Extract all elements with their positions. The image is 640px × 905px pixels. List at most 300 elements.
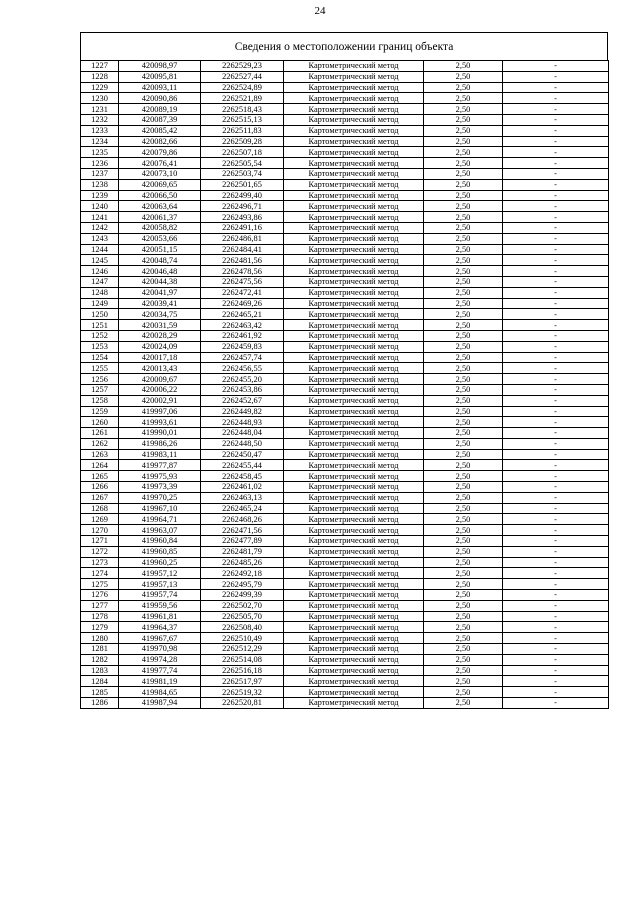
table-row <box>81 546 609 557</box>
point-number-cell: 1282 <box>81 654 119 665</box>
x-coordinate-cell: 420024,09 <box>119 341 201 352</box>
point-number-cell: 1286 <box>81 698 119 709</box>
x-coordinate-cell: 419959,56 <box>119 600 201 611</box>
table-row <box>81 590 609 601</box>
x-coordinate-cell: 420087,39 <box>119 114 201 125</box>
y-coordinate-cell: 2262512,29 <box>201 644 284 655</box>
method-cell: Картометрический метод <box>284 546 424 557</box>
description-cell: - <box>503 428 609 439</box>
table-row <box>81 255 609 266</box>
y-coordinate-cell: 2262491,16 <box>201 222 284 233</box>
point-number-cell: 1253 <box>81 341 119 352</box>
description-cell: - <box>503 266 609 277</box>
description-cell: - <box>503 460 609 471</box>
description-cell: - <box>503 158 609 169</box>
description-cell: - <box>503 698 609 709</box>
x-coordinate-cell: 420061,37 <box>119 212 201 223</box>
x-coordinate-cell: 420095,81 <box>119 71 201 82</box>
x-coordinate-cell: 419957,12 <box>119 568 201 579</box>
table-row <box>81 536 609 547</box>
description-cell: - <box>503 104 609 115</box>
y-coordinate-cell: 2262495,79 <box>201 579 284 590</box>
table-row <box>81 363 609 374</box>
y-coordinate-cell: 2262515,13 <box>201 114 284 125</box>
accuracy-cell: 2,50 <box>424 395 503 406</box>
x-coordinate-cell: 420044,38 <box>119 276 201 287</box>
x-coordinate-cell: 419961,81 <box>119 611 201 622</box>
y-coordinate-cell: 2262509,28 <box>201 136 284 147</box>
y-coordinate-cell: 2262521,89 <box>201 93 284 104</box>
x-coordinate-cell: 419964,37 <box>119 622 201 633</box>
description-cell: - <box>503 611 609 622</box>
description-cell: - <box>503 330 609 341</box>
description-cell: - <box>503 244 609 255</box>
y-coordinate-cell: 2262452,67 <box>201 395 284 406</box>
description-cell: - <box>503 82 609 93</box>
method-cell: Картометрический метод <box>284 428 424 439</box>
accuracy-cell: 2,50 <box>424 158 503 169</box>
accuracy-cell: 2,50 <box>424 644 503 655</box>
point-number-cell: 1242 <box>81 222 119 233</box>
y-coordinate-cell: 2262499,40 <box>201 190 284 201</box>
y-coordinate-cell: 2262469,26 <box>201 298 284 309</box>
method-cell: Картометрический метод <box>284 698 424 709</box>
y-coordinate-cell: 2262485,26 <box>201 557 284 568</box>
description-cell: - <box>503 503 609 514</box>
method-cell: Картометрический метод <box>284 179 424 190</box>
table-row <box>81 93 609 104</box>
description-cell: - <box>503 687 609 698</box>
description-cell: - <box>503 384 609 395</box>
table-row <box>81 600 609 611</box>
accuracy-cell: 2,50 <box>424 622 503 633</box>
table-row <box>81 158 609 169</box>
description-cell: - <box>503 665 609 676</box>
point-number-cell: 1274 <box>81 568 119 579</box>
method-cell: Картометрический метод <box>284 374 424 385</box>
method-cell: Картометрический метод <box>284 255 424 266</box>
point-number-cell: 1232 <box>81 114 119 125</box>
accuracy-cell: 2,50 <box>424 492 503 503</box>
table-row <box>81 179 609 190</box>
method-cell: Картометрический метод <box>284 395 424 406</box>
method-cell: Картометрический метод <box>284 201 424 212</box>
description-cell: - <box>503 406 609 417</box>
description-cell: - <box>503 633 609 644</box>
description-cell: - <box>503 395 609 406</box>
method-cell: Картометрический метод <box>284 190 424 201</box>
y-coordinate-cell: 2262507,18 <box>201 147 284 158</box>
description-cell: - <box>503 654 609 665</box>
accuracy-cell: 2,50 <box>424 579 503 590</box>
table-row <box>81 61 609 72</box>
method-cell: Картометрический метод <box>284 352 424 363</box>
y-coordinate-cell: 2262518,43 <box>201 104 284 115</box>
table-row <box>81 168 609 179</box>
x-coordinate-cell: 420002,91 <box>119 395 201 406</box>
table-row <box>81 406 609 417</box>
description-cell: - <box>503 438 609 449</box>
table-row <box>81 514 609 525</box>
point-number-cell: 1268 <box>81 503 119 514</box>
accuracy-cell: 2,50 <box>424 557 503 568</box>
y-coordinate-cell: 2262461,92 <box>201 330 284 341</box>
y-coordinate-cell: 2262517,97 <box>201 676 284 687</box>
x-coordinate-cell: 420039,41 <box>119 298 201 309</box>
point-number-cell: 1245 <box>81 255 119 266</box>
x-coordinate-cell: 419974,28 <box>119 654 201 665</box>
y-coordinate-cell: 2262472,41 <box>201 287 284 298</box>
y-coordinate-cell: 2262481,79 <box>201 546 284 557</box>
y-coordinate-cell: 2262481,56 <box>201 255 284 266</box>
y-coordinate-cell: 2262468,26 <box>201 514 284 525</box>
x-coordinate-cell: 419987,94 <box>119 698 201 709</box>
x-coordinate-cell: 419960,85 <box>119 546 201 557</box>
description-cell: - <box>503 482 609 493</box>
description-cell: - <box>503 276 609 287</box>
x-coordinate-cell: 420013,43 <box>119 363 201 374</box>
description-cell: - <box>503 449 609 460</box>
description-cell: - <box>503 492 609 503</box>
point-number-cell: 1270 <box>81 525 119 536</box>
description-cell: - <box>503 147 609 158</box>
description-cell: - <box>503 61 609 72</box>
point-number-cell: 1257 <box>81 384 119 395</box>
accuracy-cell: 2,50 <box>424 244 503 255</box>
point-number-cell: 1239 <box>81 190 119 201</box>
description-cell: - <box>503 557 609 568</box>
point-number-cell: 1246 <box>81 266 119 277</box>
y-coordinate-cell: 2262524,89 <box>201 82 284 93</box>
x-coordinate-cell: 420073,10 <box>119 168 201 179</box>
point-number-cell: 1256 <box>81 374 119 385</box>
x-coordinate-cell: 419973,39 <box>119 482 201 493</box>
x-coordinate-cell: 419990,01 <box>119 428 201 439</box>
point-number-cell: 1279 <box>81 622 119 633</box>
x-coordinate-cell: 420009,67 <box>119 374 201 385</box>
accuracy-cell: 2,50 <box>424 125 503 136</box>
y-coordinate-cell: 2262499,39 <box>201 590 284 601</box>
accuracy-cell: 2,50 <box>424 546 503 557</box>
description-cell: - <box>503 471 609 482</box>
y-coordinate-cell: 2262486,81 <box>201 233 284 244</box>
description-cell: - <box>503 579 609 590</box>
description-cell: - <box>503 590 609 601</box>
point-number-cell: 1237 <box>81 168 119 179</box>
point-number-cell: 1251 <box>81 320 119 331</box>
table-row <box>81 341 609 352</box>
point-number-cell: 1252 <box>81 330 119 341</box>
accuracy-cell: 2,50 <box>424 600 503 611</box>
point-number-cell: 1233 <box>81 125 119 136</box>
table-row <box>81 676 609 687</box>
y-coordinate-cell: 2262505,54 <box>201 158 284 169</box>
y-coordinate-cell: 2262527,44 <box>201 71 284 82</box>
description-cell: - <box>503 352 609 363</box>
description-cell: - <box>503 568 609 579</box>
description-cell: - <box>503 93 609 104</box>
table-row <box>81 687 609 698</box>
method-cell: Картометрический метод <box>284 557 424 568</box>
point-number-cell: 1263 <box>81 449 119 460</box>
point-number-cell: 1238 <box>81 179 119 190</box>
method-cell: Картометрический метод <box>284 687 424 698</box>
accuracy-cell: 2,50 <box>424 374 503 385</box>
table-row <box>81 276 609 287</box>
accuracy-cell: 2,50 <box>424 514 503 525</box>
x-coordinate-cell: 419977,74 <box>119 665 201 676</box>
point-number-cell: 1259 <box>81 406 119 417</box>
table-row <box>81 147 609 158</box>
point-number-cell: 1247 <box>81 276 119 287</box>
point-number-cell: 1254 <box>81 352 119 363</box>
y-coordinate-cell: 2262508,40 <box>201 622 284 633</box>
method-cell: Картометрический метод <box>284 579 424 590</box>
method-cell: Картометрический метод <box>284 514 424 525</box>
point-number-cell: 1262 <box>81 438 119 449</box>
table-row <box>81 136 609 147</box>
method-cell: Картометрический метод <box>284 266 424 277</box>
x-coordinate-cell: 420098,97 <box>119 61 201 72</box>
accuracy-cell: 2,50 <box>424 330 503 341</box>
y-coordinate-cell: 2262503,74 <box>201 168 284 179</box>
y-coordinate-cell: 2262505,70 <box>201 611 284 622</box>
x-coordinate-cell: 419967,10 <box>119 503 201 514</box>
x-coordinate-cell: 419975,93 <box>119 471 201 482</box>
table-row <box>81 568 609 579</box>
accuracy-cell: 2,50 <box>424 676 503 687</box>
description-cell: - <box>503 374 609 385</box>
point-number-cell: 1243 <box>81 233 119 244</box>
accuracy-cell: 2,50 <box>424 136 503 147</box>
accuracy-cell: 2,50 <box>424 147 503 158</box>
accuracy-cell: 2,50 <box>424 179 503 190</box>
method-cell: Картометрический метод <box>284 363 424 374</box>
description-cell: - <box>503 536 609 547</box>
table-row <box>81 298 609 309</box>
table-row <box>81 104 609 115</box>
table-row <box>81 201 609 212</box>
table-row <box>81 417 609 428</box>
point-number-cell: 1276 <box>81 590 119 601</box>
method-cell: Картометрический метод <box>284 665 424 676</box>
boundary-document <box>80 32 608 709</box>
method-cell: Картометрический метод <box>284 611 424 622</box>
point-number-cell: 1285 <box>81 687 119 698</box>
method-cell: Картометрический метод <box>284 406 424 417</box>
description-cell: - <box>503 71 609 82</box>
table-row <box>81 611 609 622</box>
table-row <box>81 244 609 255</box>
point-number-cell: 1230 <box>81 93 119 104</box>
accuracy-cell: 2,50 <box>424 590 503 601</box>
point-number-cell: 1240 <box>81 201 119 212</box>
accuracy-cell: 2,50 <box>424 71 503 82</box>
accuracy-cell: 2,50 <box>424 665 503 676</box>
x-coordinate-cell: 419957,13 <box>119 579 201 590</box>
accuracy-cell: 2,50 <box>424 471 503 482</box>
accuracy-cell: 2,50 <box>424 266 503 277</box>
accuracy-cell: 2,50 <box>424 482 503 493</box>
accuracy-cell: 2,50 <box>424 633 503 644</box>
accuracy-cell: 2,50 <box>424 309 503 320</box>
y-coordinate-cell: 2262514,08 <box>201 654 284 665</box>
method-cell: Картометрический метод <box>284 82 424 93</box>
method-cell: Картометрический метод <box>284 471 424 482</box>
x-coordinate-cell: 419970,25 <box>119 492 201 503</box>
table-row <box>81 579 609 590</box>
x-coordinate-cell: 420076,41 <box>119 158 201 169</box>
method-cell: Картометрический метод <box>284 287 424 298</box>
x-coordinate-cell: 420058,82 <box>119 222 201 233</box>
point-number-cell: 1272 <box>81 546 119 557</box>
accuracy-cell: 2,50 <box>424 320 503 331</box>
accuracy-cell: 2,50 <box>424 298 503 309</box>
method-cell: Картометрический метод <box>284 568 424 579</box>
y-coordinate-cell: 2262453,86 <box>201 384 284 395</box>
method-cell: Картометрический метод <box>284 536 424 547</box>
table-row <box>81 233 609 244</box>
x-coordinate-cell: 419964,71 <box>119 514 201 525</box>
y-coordinate-cell: 2262492,18 <box>201 568 284 579</box>
description-cell: - <box>503 363 609 374</box>
y-coordinate-cell: 2262449,82 <box>201 406 284 417</box>
y-coordinate-cell: 2262520,81 <box>201 698 284 709</box>
table-row <box>81 320 609 331</box>
point-number-cell: 1275 <box>81 579 119 590</box>
table-row <box>81 654 609 665</box>
x-coordinate-cell: 419984,65 <box>119 687 201 698</box>
y-coordinate-cell: 2262448,50 <box>201 438 284 449</box>
method-cell: Картометрический метод <box>284 482 424 493</box>
accuracy-cell: 2,50 <box>424 233 503 244</box>
point-number-cell: 1260 <box>81 417 119 428</box>
table-row <box>81 82 609 93</box>
accuracy-cell: 2,50 <box>424 687 503 698</box>
table-row <box>81 125 609 136</box>
x-coordinate-cell: 420069,65 <box>119 179 201 190</box>
y-coordinate-cell: 2262477,89 <box>201 536 284 547</box>
point-number-cell: 1258 <box>81 395 119 406</box>
description-cell: - <box>503 525 609 536</box>
description-cell: - <box>503 514 609 525</box>
description-cell: - <box>503 136 609 147</box>
point-number-cell: 1249 <box>81 298 119 309</box>
method-cell: Картометрический метод <box>284 460 424 471</box>
method-cell: Картометрический метод <box>284 168 424 179</box>
y-coordinate-cell: 2262456,55 <box>201 363 284 374</box>
x-coordinate-cell: 419957,74 <box>119 590 201 601</box>
description-cell: - <box>503 622 609 633</box>
table-row <box>81 644 609 655</box>
table-row <box>81 266 609 277</box>
accuracy-cell: 2,50 <box>424 61 503 72</box>
description-cell: - <box>503 222 609 233</box>
accuracy-cell: 2,50 <box>424 212 503 223</box>
method-cell: Картометрический метод <box>284 644 424 655</box>
table-body <box>81 61 609 709</box>
boundary-points-table <box>80 60 609 709</box>
point-number-cell: 1248 <box>81 287 119 298</box>
table-row <box>81 438 609 449</box>
table-row <box>81 71 609 82</box>
accuracy-cell: 2,50 <box>424 352 503 363</box>
method-cell: Картометрический метод <box>284 222 424 233</box>
method-cell: Картометрический метод <box>284 114 424 125</box>
accuracy-cell: 2,50 <box>424 438 503 449</box>
description-cell: - <box>503 600 609 611</box>
description-cell: - <box>503 179 609 190</box>
accuracy-cell: 2,50 <box>424 611 503 622</box>
point-number-cell: 1269 <box>81 514 119 525</box>
table-row <box>81 698 609 709</box>
method-cell: Картометрический метод <box>284 61 424 72</box>
method-cell: Картометрический метод <box>284 622 424 633</box>
y-coordinate-cell: 2262475,56 <box>201 276 284 287</box>
table-row <box>81 471 609 482</box>
point-number-cell: 1278 <box>81 611 119 622</box>
method-cell: Картометрический метод <box>284 298 424 309</box>
point-number-cell: 1277 <box>81 600 119 611</box>
description-cell: - <box>503 287 609 298</box>
table-row <box>81 503 609 514</box>
x-coordinate-cell: 419977,87 <box>119 460 201 471</box>
table-row <box>81 460 609 471</box>
x-coordinate-cell: 420034,75 <box>119 309 201 320</box>
point-number-cell: 1264 <box>81 460 119 471</box>
description-cell: - <box>503 676 609 687</box>
table-row <box>81 222 609 233</box>
method-cell: Картометрический метод <box>284 244 424 255</box>
table-row <box>81 330 609 341</box>
x-coordinate-cell: 419960,84 <box>119 536 201 547</box>
description-cell: - <box>503 546 609 557</box>
description-cell: - <box>503 212 609 223</box>
x-coordinate-cell: 420089,19 <box>119 104 201 115</box>
point-number-cell: 1267 <box>81 492 119 503</box>
point-number-cell: 1266 <box>81 482 119 493</box>
point-number-cell: 1273 <box>81 557 119 568</box>
accuracy-cell: 2,50 <box>424 104 503 115</box>
method-cell: Картометрический метод <box>284 600 424 611</box>
x-coordinate-cell: 420006,22 <box>119 384 201 395</box>
y-coordinate-cell: 2262450,47 <box>201 449 284 460</box>
point-number-cell: 1228 <box>81 71 119 82</box>
description-cell: - <box>503 201 609 212</box>
method-cell: Картометрический метод <box>284 147 424 158</box>
method-cell: Картометрический метод <box>284 233 424 244</box>
y-coordinate-cell: 2262463,13 <box>201 492 284 503</box>
x-coordinate-cell: 420082,66 <box>119 136 201 147</box>
accuracy-cell: 2,50 <box>424 460 503 471</box>
method-cell: Картометрический метод <box>284 384 424 395</box>
accuracy-cell: 2,50 <box>424 82 503 93</box>
point-number-cell: 1235 <box>81 147 119 158</box>
x-coordinate-cell: 419967,67 <box>119 633 201 644</box>
method-cell: Картометрический метод <box>284 309 424 320</box>
method-cell: Картометрический метод <box>284 320 424 331</box>
accuracy-cell: 2,50 <box>424 406 503 417</box>
x-coordinate-cell: 420051,15 <box>119 244 201 255</box>
method-cell: Картометрический метод <box>284 158 424 169</box>
point-number-cell: 1280 <box>81 633 119 644</box>
description-cell: - <box>503 114 609 125</box>
table-row <box>81 190 609 201</box>
accuracy-cell: 2,50 <box>424 168 503 179</box>
method-cell: Картометрический метод <box>284 93 424 104</box>
method-cell: Картометрический метод <box>284 654 424 665</box>
x-coordinate-cell: 419981,19 <box>119 676 201 687</box>
